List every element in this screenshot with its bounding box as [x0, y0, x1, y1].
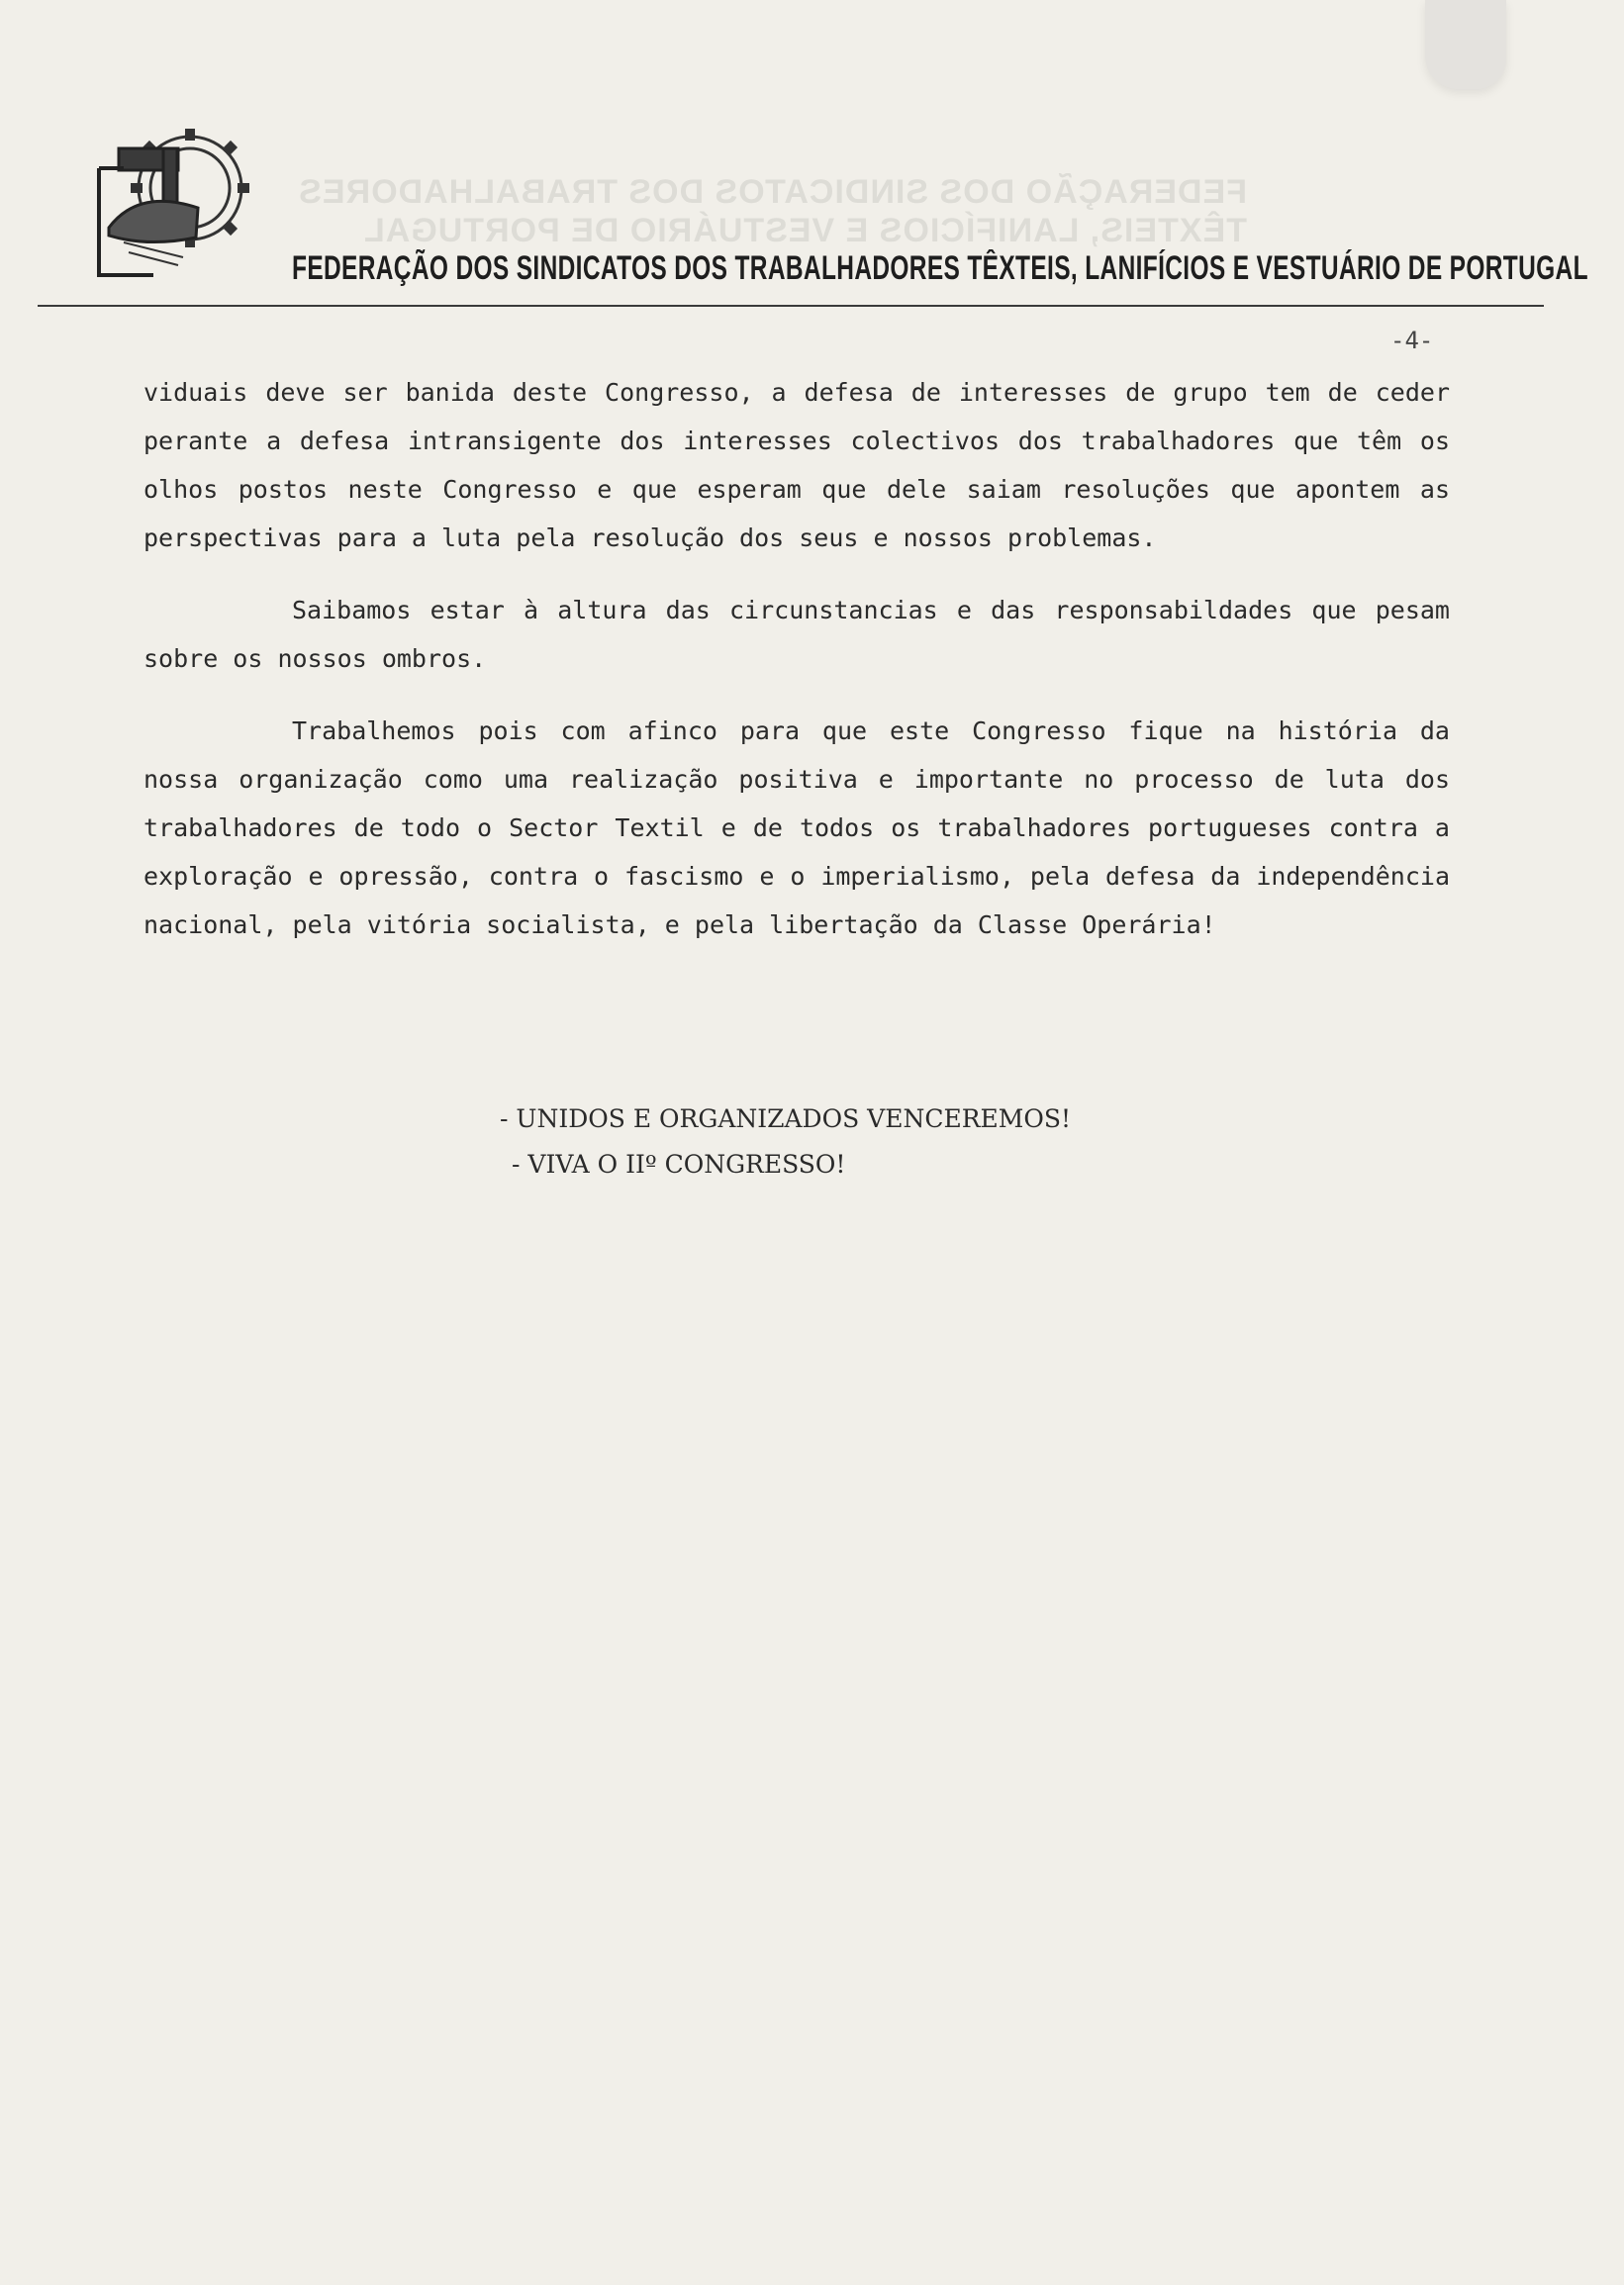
slogans-block: [500, 1096, 1193, 1188]
tape-mark: [1425, 0, 1506, 89]
paragraph-2: Saibamos estar à altura das circunstancias e das responsabildades que pesam sobre os nossos ombros.: [143, 596, 1450, 673]
textile-federation-logo-icon: [79, 109, 262, 282]
page-number: -4-: [1390, 327, 1434, 354]
bleed-through-header: FEDERAÇÃO DOS SINDICATOS DOS TRABALHADORES TÊXTEIS, LANIFÍCIOS E VESTUÁRIO DE PORTUGAL: [298, 173, 1247, 249]
header-divider: [38, 305, 1544, 307]
paragraph-1: viduais deve ser banida deste Congresso, a defesa de interesses de grupo tem de ceder perante a defesa intransigente dos interesses colectivos dos trabalhadores que têm os olhos postos neste Congresso e que esperam que dele saiam resoluções que apontem as perspectivas para a luta pela resolução dos seus e nossos problemas.: [143, 378, 1450, 552]
slogan-congress: - VIVA O IIº CONGRESSO!: [512, 1150, 846, 1179]
document-body: [143, 368, 1450, 949]
organization-header-title: FEDERAÇÃO DOS SINDICATOS DOS TRABALHADORES TÊXTEIS, LANIFÍCIOS E VESTUÁRIO DE PORTUGAL: [292, 249, 1588, 287]
slogan-united: - UNIDOS E ORGANIZADOS VENCEREMOS!: [500, 1104, 1072, 1133]
paragraph-3: Trabalhemos pois com afinco para que este Congresso fique na história da nossa organização como uma realização positiva e importante no processo de luta dos trabalhadores de todo o Sector Textil e de todos os trabalhadores portugueses contra a exploração e opressão, contra o fascismo e o imperialismo, pela defesa da independência nacional, pela vitória socialista, e pela libertação da Classe Operária!: [143, 716, 1450, 939]
